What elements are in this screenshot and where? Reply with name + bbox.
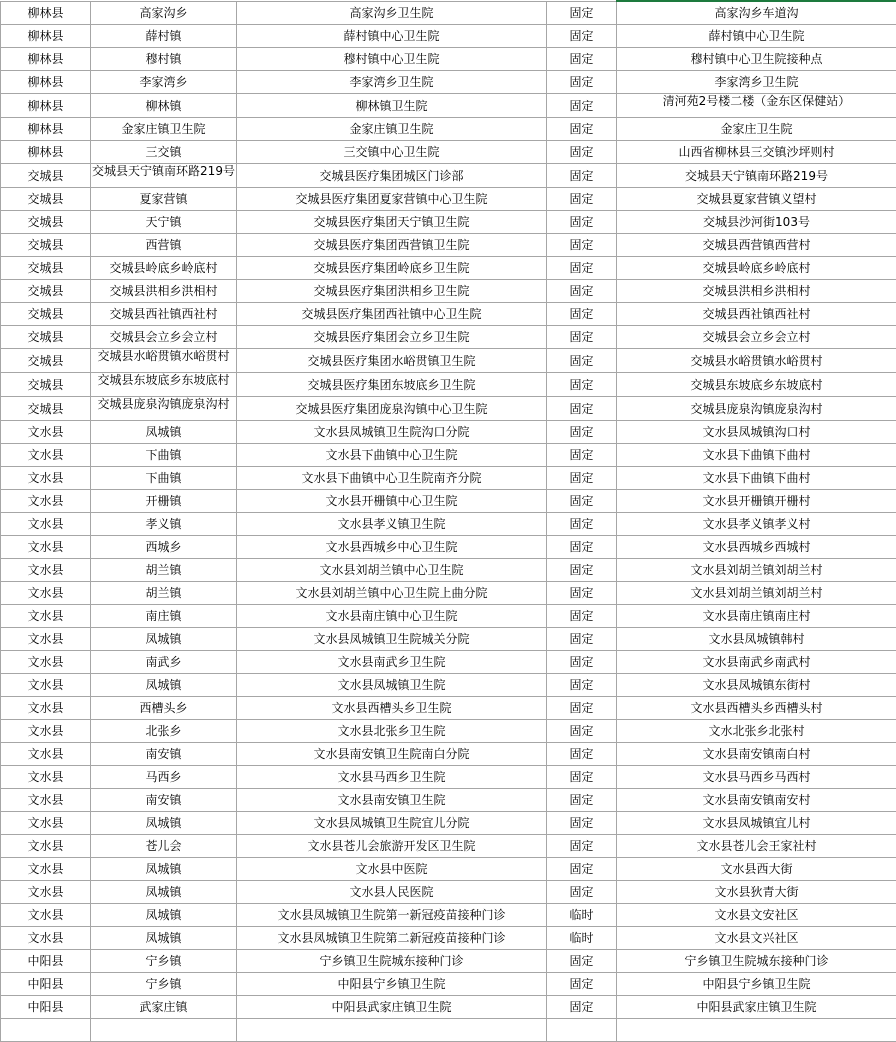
type-cell[interactable]: 固定 [547, 188, 617, 211]
county-cell[interactable]: 文水县 [1, 881, 91, 904]
town-cell[interactable]: 凤城镇 [91, 904, 237, 927]
type-cell[interactable]: 固定 [547, 812, 617, 835]
town-cell[interactable]: 西槽头乡 [91, 697, 237, 720]
site-cell[interactable]: 文水县北张乡卫生院 [237, 720, 547, 743]
site-cell[interactable]: 高家沟乡卫生院 [237, 1, 547, 25]
county-cell[interactable]: 柳林县 [1, 1, 91, 25]
county-cell[interactable]: 柳林县 [1, 71, 91, 94]
county-cell[interactable]: 交城县 [1, 257, 91, 280]
site-cell[interactable]: 交城县医疗集团城区门诊部 [237, 164, 547, 188]
site-cell[interactable]: 交城县医疗集团岭底乡卫生院 [237, 257, 547, 280]
site-cell[interactable]: 文水县南安镇卫生院南白分院 [237, 743, 547, 766]
site-cell[interactable]: 文水县南安镇卫生院 [237, 789, 547, 812]
table-row [1, 927, 896, 950]
table-row [1, 789, 896, 812]
address-cell[interactable]: 文水县文安社区 [617, 904, 896, 927]
county-cell[interactable]: 柳林县 [1, 141, 91, 164]
site-cell[interactable]: 中阳县武家庄镇卫生院 [237, 996, 547, 1019]
type-cell[interactable]: 固定 [547, 720, 617, 743]
county-cell[interactable] [1, 1019, 91, 1042]
address-cell[interactable]: 交城县沙河街103号 [617, 211, 896, 234]
address-cell[interactable]: 文水县西大街 [617, 858, 896, 881]
address-cell[interactable]: 文水县西城乡西城村 [617, 536, 896, 559]
type-cell[interactable]: 固定 [547, 513, 617, 536]
site-cell[interactable]: 交城县医疗集团天宁镇卫生院 [237, 211, 547, 234]
county-cell[interactable]: 中阳县 [1, 973, 91, 996]
town-cell[interactable]: 金家庄镇卫生院 [91, 118, 237, 141]
county-cell[interactable]: 交城县 [1, 326, 91, 349]
address-cell[interactable] [617, 1019, 896, 1042]
type-cell[interactable]: 固定 [547, 973, 617, 996]
address-cell[interactable]: 文水县凤城镇韩村 [617, 628, 896, 651]
table-row [1, 812, 896, 835]
table-row [1, 188, 896, 211]
town-cell[interactable]: 交城县西社镇西社村 [91, 303, 237, 326]
county-cell[interactable]: 交城县 [1, 397, 91, 421]
county-cell[interactable]: 文水县 [1, 858, 91, 881]
county-cell[interactable]: 柳林县 [1, 48, 91, 71]
type-cell[interactable]: 固定 [547, 628, 617, 651]
site-cell[interactable]: 柳林镇卫生院 [237, 94, 547, 118]
type-cell[interactable]: 临时 [547, 927, 617, 950]
county-cell[interactable]: 交城县 [1, 164, 91, 188]
site-cell[interactable]: 李家湾乡卫生院 [237, 71, 547, 94]
table-row [1, 234, 896, 257]
town-cell[interactable]: 交城县岭底乡岭底村 [91, 257, 237, 280]
type-cell[interactable]: 固定 [547, 234, 617, 257]
site-cell[interactable]: 文水县刘胡兰镇中心卫生院上曲分院 [237, 582, 547, 605]
type-cell[interactable]: 固定 [547, 766, 617, 789]
address-cell[interactable]: 文水县西槽头乡西槽头村 [617, 697, 896, 720]
site-cell[interactable]: 宁乡镇卫生院城东接种门诊 [237, 950, 547, 973]
table-row [1, 605, 896, 628]
county-cell[interactable]: 文水县 [1, 835, 91, 858]
address-cell[interactable]: 文水县狄青大街 [617, 881, 896, 904]
address-cell[interactable]: 李家湾乡卫生院 [617, 71, 896, 94]
site-cell[interactable]: 薛村镇中心卫生院 [237, 25, 547, 48]
type-cell[interactable] [547, 1019, 617, 1042]
address-cell[interactable]: 宁乡镇卫生院城东接种门诊 [617, 950, 896, 973]
type-cell[interactable]: 固定 [547, 651, 617, 674]
town-cell[interactable]: 宁乡镇 [91, 973, 237, 996]
table-row [1, 1, 896, 25]
type-cell[interactable]: 固定 [547, 996, 617, 1019]
table-row [1, 257, 896, 280]
address-cell[interactable]: 中阳县宁乡镇卫生院 [617, 973, 896, 996]
address-cell[interactable]: 文水县凤城镇宜儿村 [617, 812, 896, 835]
town-cell[interactable]: 马西乡 [91, 766, 237, 789]
type-cell[interactable]: 固定 [547, 605, 617, 628]
town-cell[interactable]: 交城县天宁镇南环路219号 [91, 164, 237, 188]
address-cell[interactable]: 文水县南庄镇南庄村 [617, 605, 896, 628]
site-cell[interactable]: 文水县凤城镇卫生院城关分院 [237, 628, 547, 651]
table-row [1, 697, 896, 720]
table-row [1, 559, 896, 582]
address-cell[interactable]: 交城县岭底乡岭底村 [617, 257, 896, 280]
table-row [1, 536, 896, 559]
town-cell[interactable]: 苍儿会 [91, 835, 237, 858]
type-cell[interactable]: 固定 [547, 881, 617, 904]
table-row [1, 25, 896, 48]
county-cell[interactable]: 文水县 [1, 467, 91, 490]
table-body [1, 1, 896, 1042]
site-cell[interactable]: 交城县医疗集团会立乡卫生院 [237, 326, 547, 349]
type-cell[interactable]: 固定 [547, 582, 617, 605]
type-cell[interactable]: 固定 [547, 1, 617, 25]
site-cell[interactable]: 文水县凤城镇卫生院 [237, 674, 547, 697]
table-row [1, 1019, 896, 1042]
county-cell[interactable]: 文水县 [1, 444, 91, 467]
county-cell[interactable]: 文水县 [1, 513, 91, 536]
table-row [1, 835, 896, 858]
site-cell[interactable]: 文水县孝义镇卫生院 [237, 513, 547, 536]
county-cell[interactable]: 文水县 [1, 743, 91, 766]
county-cell[interactable]: 文水县 [1, 628, 91, 651]
table-row [1, 582, 896, 605]
county-cell[interactable]: 文水县 [1, 605, 91, 628]
site-cell[interactable]: 文水县开栅镇中心卫生院 [237, 490, 547, 513]
type-cell[interactable]: 固定 [547, 164, 617, 188]
site-cell[interactable]: 交城县医疗集团西营镇卫生院 [237, 234, 547, 257]
county-cell[interactable]: 柳林县 [1, 94, 91, 118]
town-cell[interactable]: 李家湾乡 [91, 71, 237, 94]
county-cell[interactable]: 文水县 [1, 674, 91, 697]
type-cell[interactable]: 固定 [547, 536, 617, 559]
address-cell[interactable]: 交城县东坡底乡东坡底村 [617, 373, 896, 397]
type-cell[interactable]: 固定 [547, 211, 617, 234]
table-row [1, 211, 896, 234]
type-cell[interactable]: 固定 [547, 48, 617, 71]
address-cell[interactable]: 文水县苍儿会王家社村 [617, 835, 896, 858]
county-cell[interactable]: 文水县 [1, 904, 91, 927]
table-row [1, 973, 896, 996]
site-cell[interactable]: 文水县刘胡兰镇中心卫生院 [237, 559, 547, 582]
town-cell[interactable]: 开栅镇 [91, 490, 237, 513]
table-row [1, 94, 896, 118]
type-cell[interactable]: 固定 [547, 559, 617, 582]
town-cell[interactable]: 薛村镇 [91, 25, 237, 48]
site-cell[interactable]: 中阳县宁乡镇卫生院 [237, 973, 547, 996]
county-cell[interactable]: 交城县 [1, 280, 91, 303]
address-cell[interactable]: 文水县南安镇南安村 [617, 789, 896, 812]
type-cell[interactable]: 固定 [547, 118, 617, 141]
site-cell[interactable]: 文水县马西乡卫生院 [237, 766, 547, 789]
site-cell[interactable]: 文水县下曲镇中心卫生院 [237, 444, 547, 467]
type-cell[interactable]: 固定 [547, 444, 617, 467]
address-cell[interactable]: 高家沟乡车道沟 [617, 1, 896, 25]
county-cell[interactable]: 柳林县 [1, 118, 91, 141]
type-cell[interactable]: 固定 [547, 950, 617, 973]
town-cell[interactable]: 凤城镇 [91, 812, 237, 835]
table-row [1, 397, 896, 421]
site-cell[interactable]: 文水县西城乡中心卫生院 [237, 536, 547, 559]
town-cell[interactable]: 胡兰镇 [91, 582, 237, 605]
table-row [1, 904, 896, 927]
address-cell[interactable]: 文水县文兴社区 [617, 927, 896, 950]
county-cell[interactable]: 文水县 [1, 697, 91, 720]
town-cell[interactable]: 西营镇 [91, 234, 237, 257]
type-cell[interactable]: 固定 [547, 326, 617, 349]
county-cell[interactable]: 交城县 [1, 349, 91, 373]
site-cell[interactable]: 交城县医疗集团西社镇中心卫生院 [237, 303, 547, 326]
town-cell[interactable]: 武家庄镇 [91, 996, 237, 1019]
town-cell[interactable]: 凤城镇 [91, 927, 237, 950]
county-cell[interactable]: 文水县 [1, 766, 91, 789]
town-cell[interactable]: 南庄镇 [91, 605, 237, 628]
table-row [1, 118, 896, 141]
site-cell[interactable]: 交城县医疗集团夏家营镇中心卫生院 [237, 188, 547, 211]
type-cell[interactable]: 固定 [547, 835, 617, 858]
town-cell[interactable]: 孝义镇 [91, 513, 237, 536]
table-row [1, 71, 896, 94]
table-row [1, 513, 896, 536]
town-cell[interactable]: 下曲镇 [91, 467, 237, 490]
town-cell[interactable]: 交城县东坡底乡东坡底村 [91, 373, 237, 397]
type-cell[interactable]: 固定 [547, 71, 617, 94]
table-row [1, 303, 896, 326]
address-cell[interactable]: 交城县会立乡会立村 [617, 326, 896, 349]
county-cell[interactable]: 交城县 [1, 373, 91, 397]
address-cell[interactable]: 文水北张乡北张村 [617, 720, 896, 743]
table-row [1, 326, 896, 349]
town-cell[interactable]: 南武乡 [91, 651, 237, 674]
table-row [1, 743, 896, 766]
table-row [1, 674, 896, 697]
address-cell[interactable]: 山西省柳林县三交镇沙坪则村 [617, 141, 896, 164]
site-cell[interactable]: 文水县凤城镇卫生院第一新冠疫苗接种门诊 [237, 904, 547, 927]
table-row [1, 164, 896, 188]
table-row [1, 720, 896, 743]
town-cell[interactable] [91, 1019, 237, 1042]
town-cell[interactable]: 天宁镇 [91, 211, 237, 234]
county-cell[interactable]: 柳林县 [1, 25, 91, 48]
table-row [1, 490, 896, 513]
town-cell[interactable]: 三交镇 [91, 141, 237, 164]
county-cell[interactable]: 交城县 [1, 211, 91, 234]
county-cell[interactable]: 文水县 [1, 651, 91, 674]
address-cell[interactable]: 文水县南武乡南武村 [617, 651, 896, 674]
town-cell[interactable]: 北张乡 [91, 720, 237, 743]
town-cell[interactable]: 交城县会立乡会立村 [91, 326, 237, 349]
type-cell[interactable]: 固定 [547, 697, 617, 720]
type-cell[interactable]: 固定 [547, 280, 617, 303]
county-cell[interactable]: 文水县 [1, 536, 91, 559]
type-cell[interactable]: 固定 [547, 257, 617, 280]
address-cell[interactable]: 文水县开栅镇开栅村 [617, 490, 896, 513]
county-cell[interactable]: 交城县 [1, 188, 91, 211]
type-cell[interactable]: 固定 [547, 373, 617, 397]
type-cell[interactable]: 临时 [547, 904, 617, 927]
type-cell[interactable]: 固定 [547, 141, 617, 164]
site-cell[interactable]: 三交镇中心卫生院 [237, 141, 547, 164]
town-cell[interactable]: 凤城镇 [91, 858, 237, 881]
table-row [1, 373, 896, 397]
county-cell[interactable]: 中阳县 [1, 950, 91, 973]
address-cell[interactable]: 中阳县武家庄镇卫生院 [617, 996, 896, 1019]
type-cell[interactable]: 固定 [547, 674, 617, 697]
site-cell[interactable]: 文水县中医院 [237, 858, 547, 881]
county-cell[interactable]: 文水县 [1, 559, 91, 582]
type-cell[interactable]: 固定 [547, 94, 617, 118]
county-cell[interactable]: 文水县 [1, 582, 91, 605]
type-cell[interactable]: 固定 [547, 743, 617, 766]
site-cell[interactable]: 文水县人民医院 [237, 881, 547, 904]
town-cell[interactable]: 柳林镇 [91, 94, 237, 118]
county-cell[interactable]: 交城县 [1, 303, 91, 326]
type-cell[interactable]: 固定 [547, 349, 617, 373]
type-cell[interactable]: 固定 [547, 397, 617, 421]
table-row [1, 421, 896, 444]
address-cell[interactable]: 文水县下曲镇下曲村 [617, 467, 896, 490]
site-cell[interactable]: 文水县凤城镇卫生院第二新冠疫苗接种门诊 [237, 927, 547, 950]
address-cell[interactable]: 文水县刘胡兰镇刘胡兰村 [617, 582, 896, 605]
address-cell[interactable]: 交城县天宁镇南环路219号 [617, 164, 896, 188]
address-cell[interactable]: 文水县马西乡马西村 [617, 766, 896, 789]
town-cell[interactable]: 下曲镇 [91, 444, 237, 467]
table-row [1, 280, 896, 303]
town-cell[interactable]: 交城县庞泉沟镇庞泉沟村 [91, 397, 237, 421]
site-cell[interactable]: 文水县下曲镇中心卫生院南齐分院 [237, 467, 547, 490]
county-cell[interactable]: 文水县 [1, 720, 91, 743]
table-row [1, 628, 896, 651]
town-cell[interactable]: 交城县洪相乡洪相村 [91, 280, 237, 303]
site-cell[interactable]: 文水县凤城镇卫生院沟口分院 [237, 421, 547, 444]
county-cell[interactable]: 文水县 [1, 812, 91, 835]
county-cell[interactable]: 文水县 [1, 789, 91, 812]
site-cell[interactable] [237, 1019, 547, 1042]
town-cell[interactable]: 凤城镇 [91, 881, 237, 904]
town-cell[interactable]: 胡兰镇 [91, 559, 237, 582]
table-row [1, 950, 896, 973]
address-cell[interactable]: 交城县夏家营镇义望村 [617, 188, 896, 211]
address-cell[interactable]: 薛村镇中心卫生院 [617, 25, 896, 48]
address-cell[interactable]: 交城县西营镇西营村 [617, 234, 896, 257]
address-cell[interactable]: 金家庄卫生院 [617, 118, 896, 141]
address-cell[interactable]: 交城县庞泉沟镇庞泉沟村 [617, 397, 896, 421]
site-cell[interactable]: 交城县医疗集团东坡底乡卫生院 [237, 373, 547, 397]
address-cell[interactable]: 文水县南安镇南白村 [617, 743, 896, 766]
address-cell[interactable]: 文水县下曲镇下曲村 [617, 444, 896, 467]
site-cell[interactable]: 文水县南庄镇中心卫生院 [237, 605, 547, 628]
site-cell[interactable]: 交城县医疗集团庞泉沟镇中心卫生院 [237, 397, 547, 421]
type-cell[interactable]: 固定 [547, 303, 617, 326]
type-cell[interactable]: 固定 [547, 467, 617, 490]
town-cell[interactable]: 凤城镇 [91, 674, 237, 697]
table-row [1, 651, 896, 674]
table-row [1, 858, 896, 881]
table-row [1, 766, 896, 789]
site-cell[interactable]: 交城县医疗集团水峪贯镇卫生院 [237, 349, 547, 373]
town-cell[interactable]: 南安镇 [91, 743, 237, 766]
table-row [1, 48, 896, 71]
county-cell[interactable]: 交城县 [1, 234, 91, 257]
site-cell[interactable]: 文水县西槽头乡卫生院 [237, 697, 547, 720]
town-cell[interactable]: 穆村镇 [91, 48, 237, 71]
type-cell[interactable]: 固定 [547, 421, 617, 444]
address-cell[interactable]: 文水县孝义镇孝义村 [617, 513, 896, 536]
table-row [1, 996, 896, 1019]
town-cell[interactable]: 凤城镇 [91, 421, 237, 444]
address-cell[interactable]: 交城县洪相乡洪相村 [617, 280, 896, 303]
table-row [1, 141, 896, 164]
town-cell[interactable]: 西城乡 [91, 536, 237, 559]
address-cell[interactable]: 穆村镇中心卫生院接种点 [617, 48, 896, 71]
site-cell[interactable]: 金家庄镇卫生院 [237, 118, 547, 141]
town-cell[interactable]: 凤城镇 [91, 628, 237, 651]
site-cell[interactable]: 穆村镇中心卫生院 [237, 48, 547, 71]
county-cell[interactable]: 中阳县 [1, 996, 91, 1019]
site-cell[interactable]: 文水县苍儿会旅游开发区卫生院 [237, 835, 547, 858]
town-cell[interactable]: 高家沟乡 [91, 1, 237, 25]
town-cell[interactable]: 南安镇 [91, 789, 237, 812]
address-cell[interactable]: 交城县西社镇西社村 [617, 303, 896, 326]
county-cell[interactable]: 文水县 [1, 421, 91, 444]
address-cell[interactable]: 清河苑2号楼二楼（金东区保健站） [617, 94, 896, 118]
type-cell[interactable]: 固定 [547, 25, 617, 48]
site-cell[interactable]: 文水县南武乡卫生院 [237, 651, 547, 674]
type-cell[interactable]: 固定 [547, 789, 617, 812]
town-cell[interactable]: 夏家营镇 [91, 188, 237, 211]
site-cell[interactable]: 文水县凤城镇卫生院宜儿分院 [237, 812, 547, 835]
county-cell[interactable]: 文水县 [1, 927, 91, 950]
site-cell[interactable]: 交城县医疗集团洪相乡卫生院 [237, 280, 547, 303]
county-cell[interactable]: 文水县 [1, 490, 91, 513]
address-cell[interactable]: 交城县水峪贯镇水峪贯村 [617, 349, 896, 373]
table-row [1, 881, 896, 904]
type-cell[interactable]: 固定 [547, 490, 617, 513]
town-cell[interactable]: 交城县水峪贯镇水峪贯村 [91, 349, 237, 373]
address-cell[interactable]: 文水县凤城镇东街村 [617, 674, 896, 697]
table-row [1, 349, 896, 373]
address-cell[interactable]: 文水县凤城镇沟口村 [617, 421, 896, 444]
type-cell[interactable]: 固定 [547, 858, 617, 881]
town-cell[interactable]: 宁乡镇 [91, 950, 237, 973]
table-row [1, 444, 896, 467]
table-row [1, 467, 896, 490]
address-cell[interactable]: 文水县刘胡兰镇刘胡兰村 [617, 559, 896, 582]
